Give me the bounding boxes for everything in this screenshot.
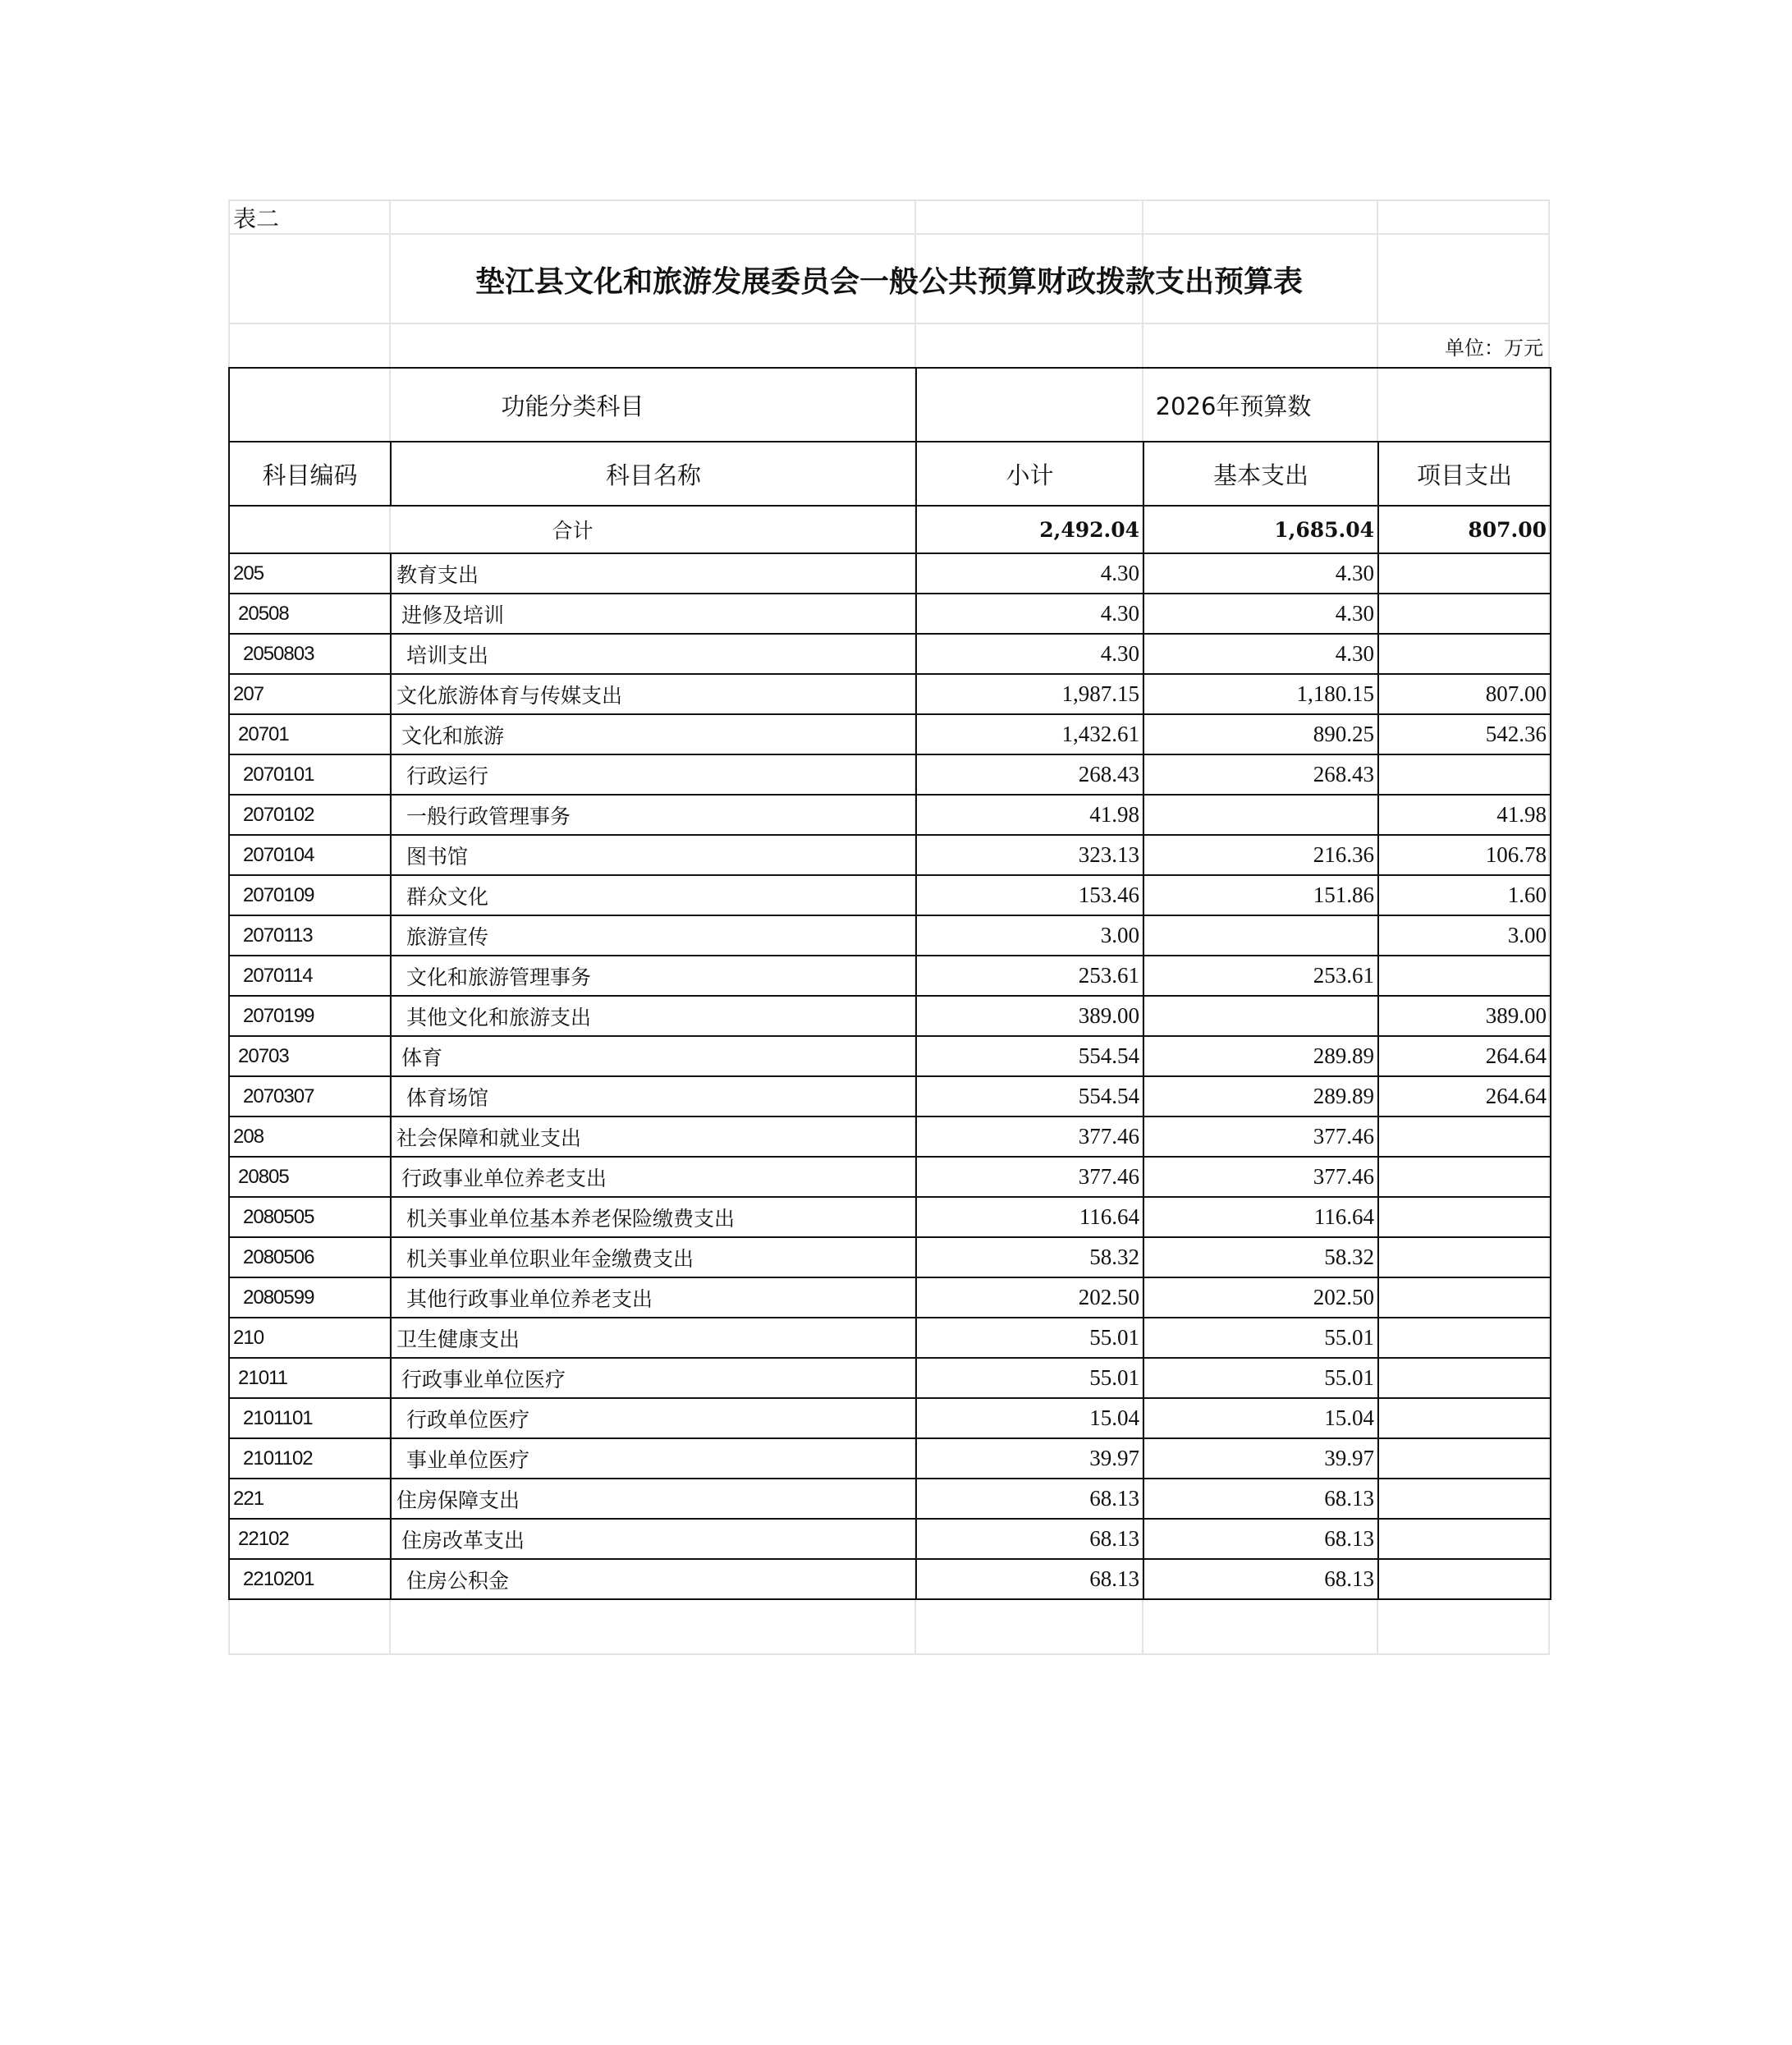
table-row [229,1116,1551,1157]
row-name: 行政事业单位养老支出 [391,1157,916,1197]
row-code: 20508 [229,594,391,634]
row-basic [1143,996,1378,1036]
row-project [1378,594,1551,634]
row-subtotal: 268.43 [916,754,1143,795]
row-code: 2070104 [229,835,391,875]
header-name: 科目名称 [391,442,916,506]
row-subtotal: 3.00 [916,915,1143,956]
table-row [229,634,1551,674]
row-subtotal: 68.13 [916,1559,1143,1599]
row-basic: 289.89 [1143,1076,1378,1116]
row-name: 住房保障支出 [391,1479,916,1519]
row-name: 住房公积金 [391,1559,916,1599]
row-code: 2070109 [229,875,391,915]
row-code: 2210201 [229,1559,391,1599]
row-code: 22102 [229,1519,391,1559]
table-label: 表二 [233,204,280,232]
header-subtotal: 小计 [916,442,1143,506]
row-basic: 68.13 [1143,1479,1378,1519]
row-subtotal: 39.97 [916,1438,1143,1479]
row-project [1378,553,1551,594]
row-subtotal: 554.54 [916,1076,1143,1116]
row-code: 20701 [229,714,391,754]
row-subtotal: 1,987.15 [916,674,1143,714]
row-subtotal: 389.00 [916,996,1143,1036]
row-name: 体育 [391,1036,916,1076]
row-code: 21011 [229,1358,391,1398]
header-code: 科目编码 [229,442,391,506]
total-basic: 1,685.04 [1143,506,1378,553]
row-subtotal: 55.01 [916,1318,1143,1358]
row-code: 2050803 [229,634,391,674]
total-row [229,506,1551,553]
row-project [1378,1398,1551,1438]
row-project [1378,1559,1551,1599]
unit-label: 单位：万元 [1445,336,1543,360]
row-project: 264.64 [1378,1076,1551,1116]
row-basic: 1,180.15 [1143,674,1378,714]
table-row [229,996,1551,1036]
row-code: 2080599 [229,1277,391,1318]
row-basic: 4.30 [1143,553,1378,594]
row-project [1378,1116,1551,1157]
row-basic: 890.25 [1143,714,1378,754]
row-name: 教育支出 [391,553,916,594]
row-code: 2070101 [229,754,391,795]
row-name: 行政运行 [391,754,916,795]
row-name: 文化和旅游管理事务 [391,956,916,996]
row-basic: 377.46 [1143,1157,1378,1197]
row-subtotal: 4.30 [916,594,1143,634]
row-project [1378,1438,1551,1479]
grid-line-bottom [228,1653,1550,1655]
row-subtotal: 15.04 [916,1398,1143,1438]
row-code: 221 [229,1479,391,1519]
table-row [229,1479,1551,1519]
row-project [1378,1277,1551,1318]
row-project [1378,634,1551,674]
row-project [1378,1519,1551,1559]
table-row [229,1036,1551,1076]
row-code: 205 [229,553,391,594]
row-code: 207 [229,674,391,714]
table-row [229,1277,1551,1318]
row-project: 807.00 [1378,674,1551,714]
row-basic: 253.61 [1143,956,1378,996]
table-body [229,553,1551,1599]
table-row [229,1237,1551,1277]
row-name: 卫生健康支出 [391,1318,916,1358]
table-row [229,553,1551,594]
table-row [229,1318,1551,1358]
total-subtotal: 2,492.04 [916,506,1143,553]
row-basic: 4.30 [1143,634,1378,674]
row-name: 一般行政管理事务 [391,795,916,835]
row-code: 2070114 [229,956,391,996]
row-code: 2070199 [229,996,391,1036]
row-subtotal: 68.13 [916,1479,1143,1519]
header-functional-category: 功能分类科目 [229,368,916,442]
row-name: 培训支出 [391,634,916,674]
row-basic: 216.36 [1143,835,1378,875]
table-row [229,594,1551,634]
row-basic: 15.04 [1143,1398,1378,1438]
row-code: 2080506 [229,1237,391,1277]
row-project [1378,754,1551,795]
header-basic: 基本支出 [1143,442,1378,506]
row-name: 行政单位医疗 [391,1398,916,1438]
sheet-header [228,200,1550,367]
row-project: 41.98 [1378,795,1551,835]
row-subtotal: 55.01 [916,1358,1143,1398]
row-basic: 268.43 [1143,754,1378,795]
row-basic [1143,915,1378,956]
row-basic: 116.64 [1143,1197,1378,1237]
total-label: 合计 [229,506,916,553]
row-code: 20703 [229,1036,391,1076]
row-subtotal: 202.50 [916,1277,1143,1318]
row-project [1378,1358,1551,1398]
row-project [1378,1318,1551,1358]
row-subtotal: 116.64 [916,1197,1143,1237]
row-subtotal: 554.54 [916,1036,1143,1076]
row-basic: 39.97 [1143,1438,1378,1479]
row-name: 其他文化和旅游支出 [391,996,916,1036]
row-code: 20805 [229,1157,391,1197]
row-name: 群众文化 [391,875,916,915]
header-budget-year: 2026年预算数 [916,368,1551,442]
table-row [229,674,1551,714]
row-project [1378,956,1551,996]
header-project: 项目支出 [1378,442,1551,506]
table-row [229,1358,1551,1398]
row-name: 旅游宣传 [391,915,916,956]
row-project [1378,1157,1551,1197]
row-project [1378,1479,1551,1519]
row-code: 208 [229,1116,391,1157]
row-basic: 4.30 [1143,594,1378,634]
table-row [229,1197,1551,1237]
budget-sheet [228,200,1550,1600]
row-name: 行政事业单位医疗 [391,1358,916,1398]
row-project: 1.60 [1378,875,1551,915]
total-project: 807.00 [1378,506,1551,553]
row-name: 社会保障和就业支出 [391,1116,916,1157]
table-row [229,714,1551,754]
row-name: 住房改革支出 [391,1519,916,1559]
row-code: 2101102 [229,1438,391,1479]
row-subtotal: 377.46 [916,1116,1143,1157]
table-row [229,875,1551,915]
row-basic: 202.50 [1143,1277,1378,1318]
row-subtotal: 4.30 [916,634,1143,674]
table-row [229,1157,1551,1197]
row-subtotal: 323.13 [916,835,1143,875]
row-code: 2070102 [229,795,391,835]
row-project: 3.00 [1378,915,1551,956]
row-subtotal: 153.46 [916,875,1143,915]
table-row [229,835,1551,875]
row-code: 2101101 [229,1398,391,1438]
row-subtotal: 377.46 [916,1157,1143,1197]
row-name: 文化和旅游 [391,714,916,754]
table-row [229,1559,1551,1599]
row-basic: 151.86 [1143,875,1378,915]
row-name: 进修及培训 [391,594,916,634]
row-basic: 68.13 [1143,1559,1378,1599]
table-row [229,795,1551,835]
row-name: 体育场馆 [391,1076,916,1116]
table-row [229,956,1551,996]
row-name: 图书馆 [391,835,916,875]
row-basic: 55.01 [1143,1358,1378,1398]
table-row [229,1519,1551,1559]
row-name: 其他行政事业单位养老支出 [391,1277,916,1318]
row-subtotal: 253.61 [916,956,1143,996]
row-name: 文化旅游体育与传媒支出 [391,674,916,714]
row-project: 389.00 [1378,996,1551,1036]
row-basic: 289.89 [1143,1036,1378,1076]
table-row [229,1076,1551,1116]
row-code: 210 [229,1318,391,1358]
row-subtotal: 68.13 [916,1519,1143,1559]
row-basic: 68.13 [1143,1519,1378,1559]
row-project: 106.78 [1378,835,1551,875]
row-basic: 55.01 [1143,1318,1378,1358]
row-code: 2080505 [229,1197,391,1237]
row-project [1378,1197,1551,1237]
budget-table [228,367,1551,1600]
row-basic: 377.46 [1143,1116,1378,1157]
row-project: 542.36 [1378,714,1551,754]
row-name: 机关事业单位基本养老保险缴费支出 [391,1197,916,1237]
row-subtotal: 1,432.61 [916,714,1143,754]
row-basic: 58.32 [1143,1237,1378,1277]
row-code: 2070307 [229,1076,391,1116]
row-name: 事业单位医疗 [391,1438,916,1479]
table-row [229,915,1551,956]
row-project [1378,1237,1551,1277]
document-title: 垫江县文化和旅游发展委员会一般公共预算财政拨款支出预算表 [474,264,1303,299]
table-row [229,1398,1551,1438]
row-name: 机关事业单位职业年金缴费支出 [391,1237,916,1277]
row-subtotal: 4.30 [916,553,1143,594]
row-subtotal: 58.32 [916,1237,1143,1277]
row-basic [1143,795,1378,835]
row-project: 264.64 [1378,1036,1551,1076]
table-row [229,754,1551,795]
table-row [229,1438,1551,1479]
row-code: 2070113 [229,915,391,956]
row-subtotal: 41.98 [916,795,1143,835]
